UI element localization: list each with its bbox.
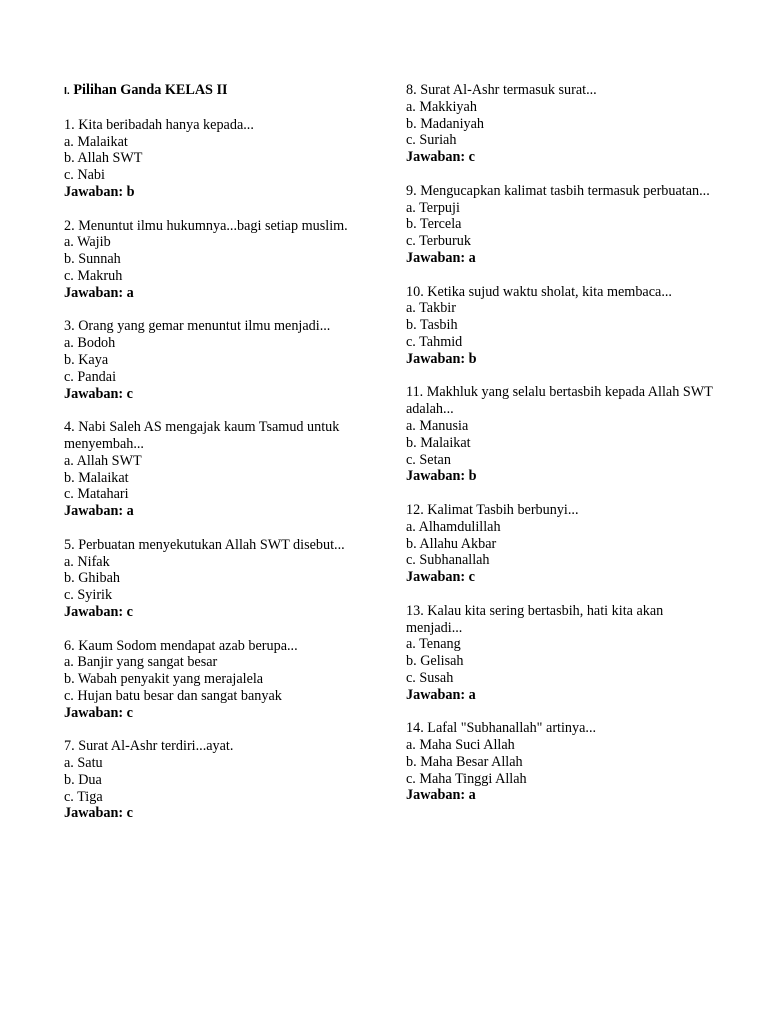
question-block — [64, 738, 374, 822]
answer-option: c. Subhanallah — [406, 552, 490, 569]
answer-option: a. Terpuji — [406, 199, 460, 216]
answer-option: c. Makruh — [64, 267, 123, 284]
answer-option: a. Banjir yang sangat besar — [64, 654, 218, 671]
question-block — [406, 603, 716, 704]
question-text: 9. Mengucapkan kalimat tasbih termasuk perbuatan... — [406, 182, 710, 199]
answer-option: b. Malaikat — [406, 434, 471, 451]
question-list-left — [64, 117, 374, 822]
answer-key: Jawaban: c — [64, 805, 133, 822]
answer-option: b. Maha Besar Allah — [406, 753, 523, 770]
question-block — [64, 117, 374, 201]
right-column — [406, 82, 716, 821]
section-title: Pilihan Ganda KELAS II — [73, 82, 228, 98]
answer-option: b. Sunnah — [64, 251, 121, 268]
question-block — [406, 720, 716, 804]
question-block — [64, 537, 374, 621]
question-block — [406, 82, 716, 166]
answer-key: Jawaban: a — [64, 284, 134, 301]
answer-option: c. Maha Tinggi Allah — [406, 770, 527, 787]
answer-option: a. Maha Suci Allah — [406, 737, 515, 754]
answer-option: a. Satu — [64, 755, 103, 772]
answer-option: a. Manusia — [406, 417, 469, 434]
answer-option: c. Syirik — [64, 587, 113, 604]
answer-key: Jawaban: c — [406, 149, 475, 166]
answer-key: Jawaban: a — [406, 787, 476, 804]
answer-option: c. Hujan batu besar dan sangat banyak — [64, 687, 282, 704]
answer-key: Jawaban: a — [406, 249, 476, 266]
answer-option: c. Suriah — [406, 132, 457, 149]
answer-key: Jawaban: a — [406, 686, 476, 703]
answer-option: c. Matahari — [64, 486, 129, 503]
question-block — [406, 284, 716, 368]
section-header — [64, 82, 374, 100]
question-text: 8. Surat Al-Ashr termasuk surat... — [406, 82, 597, 98]
answer-option: b. Gelisah — [406, 653, 464, 670]
answer-option: c. Nabi — [64, 167, 105, 184]
answer-option: b. Kaya — [64, 351, 109, 368]
answer-key: Jawaban: b — [406, 468, 477, 485]
answer-option: b. Madaniyah — [406, 115, 485, 132]
answer-key: Jawaban: a — [64, 503, 134, 520]
answer-key: Jawaban: c — [406, 569, 475, 586]
question-block — [64, 318, 374, 402]
answer-option: c. Setan — [406, 451, 451, 468]
answer-option: c. Terburuk — [406, 233, 471, 250]
question-text: 3. Orang yang gemar menuntut ilmu menjadi... — [64, 318, 331, 335]
question-text: 10. Ketika sujud waktu sholat, kita membaca... — [406, 283, 672, 300]
question-block — [406, 183, 716, 267]
answer-option: a. Tenang — [406, 636, 461, 653]
answer-option: c. Susah — [406, 669, 454, 686]
answer-key: Jawaban: c — [64, 603, 133, 620]
question-text: 11. Makhluk yang selalu bertasbih kepada Allah SWT adalah... — [406, 384, 713, 418]
question-text: 4. Nabi Saleh AS mengajak kaum Tsamud untuk menyembah... — [64, 419, 340, 452]
answer-option: c. Tiga — [64, 788, 103, 805]
question-text: 6. Kaum Sodom mendapat azab berupa... — [64, 637, 298, 654]
question-text: 13. Kalau kita sering bertasbih, hati kita akan menjadi... — [406, 602, 664, 636]
question-list-right — [406, 82, 716, 804]
answer-option: b. Allahu Akbar — [406, 535, 497, 552]
answer-option: b. Tercela — [406, 216, 462, 233]
answer-option: a. Alhamdulillah — [406, 518, 501, 535]
answer-option: a. Bodoh — [64, 335, 116, 352]
answer-option: b. Wabah penyakit yang merajalela — [64, 671, 264, 688]
question-text: 5. Perbuatan menyekutukan Allah SWT disebut... — [64, 536, 345, 553]
question-block — [406, 502, 716, 586]
answer-option: c. Tahmid — [406, 333, 463, 350]
question-text: 7. Surat Al-Ashr terdiri...ayat. — [64, 738, 234, 755]
answer-key: Jawaban: c — [64, 385, 133, 402]
question-block — [64, 419, 374, 520]
answer-option: b. Dua — [64, 771, 102, 788]
question-block — [64, 218, 374, 302]
answer-key: Jawaban: c — [64, 704, 133, 721]
answer-option: a. Allah SWT — [64, 452, 142, 469]
question-text: 1. Kita beribadah hanya kepada... — [64, 116, 254, 133]
question-text: 14. Lafal "Subhanallah" artinya... — [406, 720, 597, 737]
answer-option: b. Malaikat — [64, 469, 129, 486]
answer-option: b. Allah SWT — [64, 150, 143, 167]
answer-option: a. Malaikat — [64, 133, 128, 150]
question-text: 2. Menuntut ilmu hukumnya...bagi setiap muslim. — [64, 217, 348, 234]
answer-option: c. Pandai — [64, 368, 117, 385]
question-block — [64, 638, 374, 722]
answer-key: Jawaban: b — [64, 183, 135, 200]
answer-option: a. Makkiyah — [406, 98, 477, 115]
answer-key: Jawaban: b — [406, 350, 477, 367]
answer-option: a. Nifak — [64, 553, 110, 570]
question-block — [406, 384, 716, 485]
answer-option: a. Takbir — [406, 300, 456, 317]
section-number: I. — [64, 85, 70, 97]
answer-option: a. Wajib — [64, 234, 111, 251]
left-column — [64, 82, 374, 839]
answer-option: b. Tasbih — [406, 317, 458, 334]
question-text: 12. Kalimat Tasbih berbunyi... — [406, 501, 579, 518]
answer-option: b. Ghibah — [64, 570, 120, 587]
